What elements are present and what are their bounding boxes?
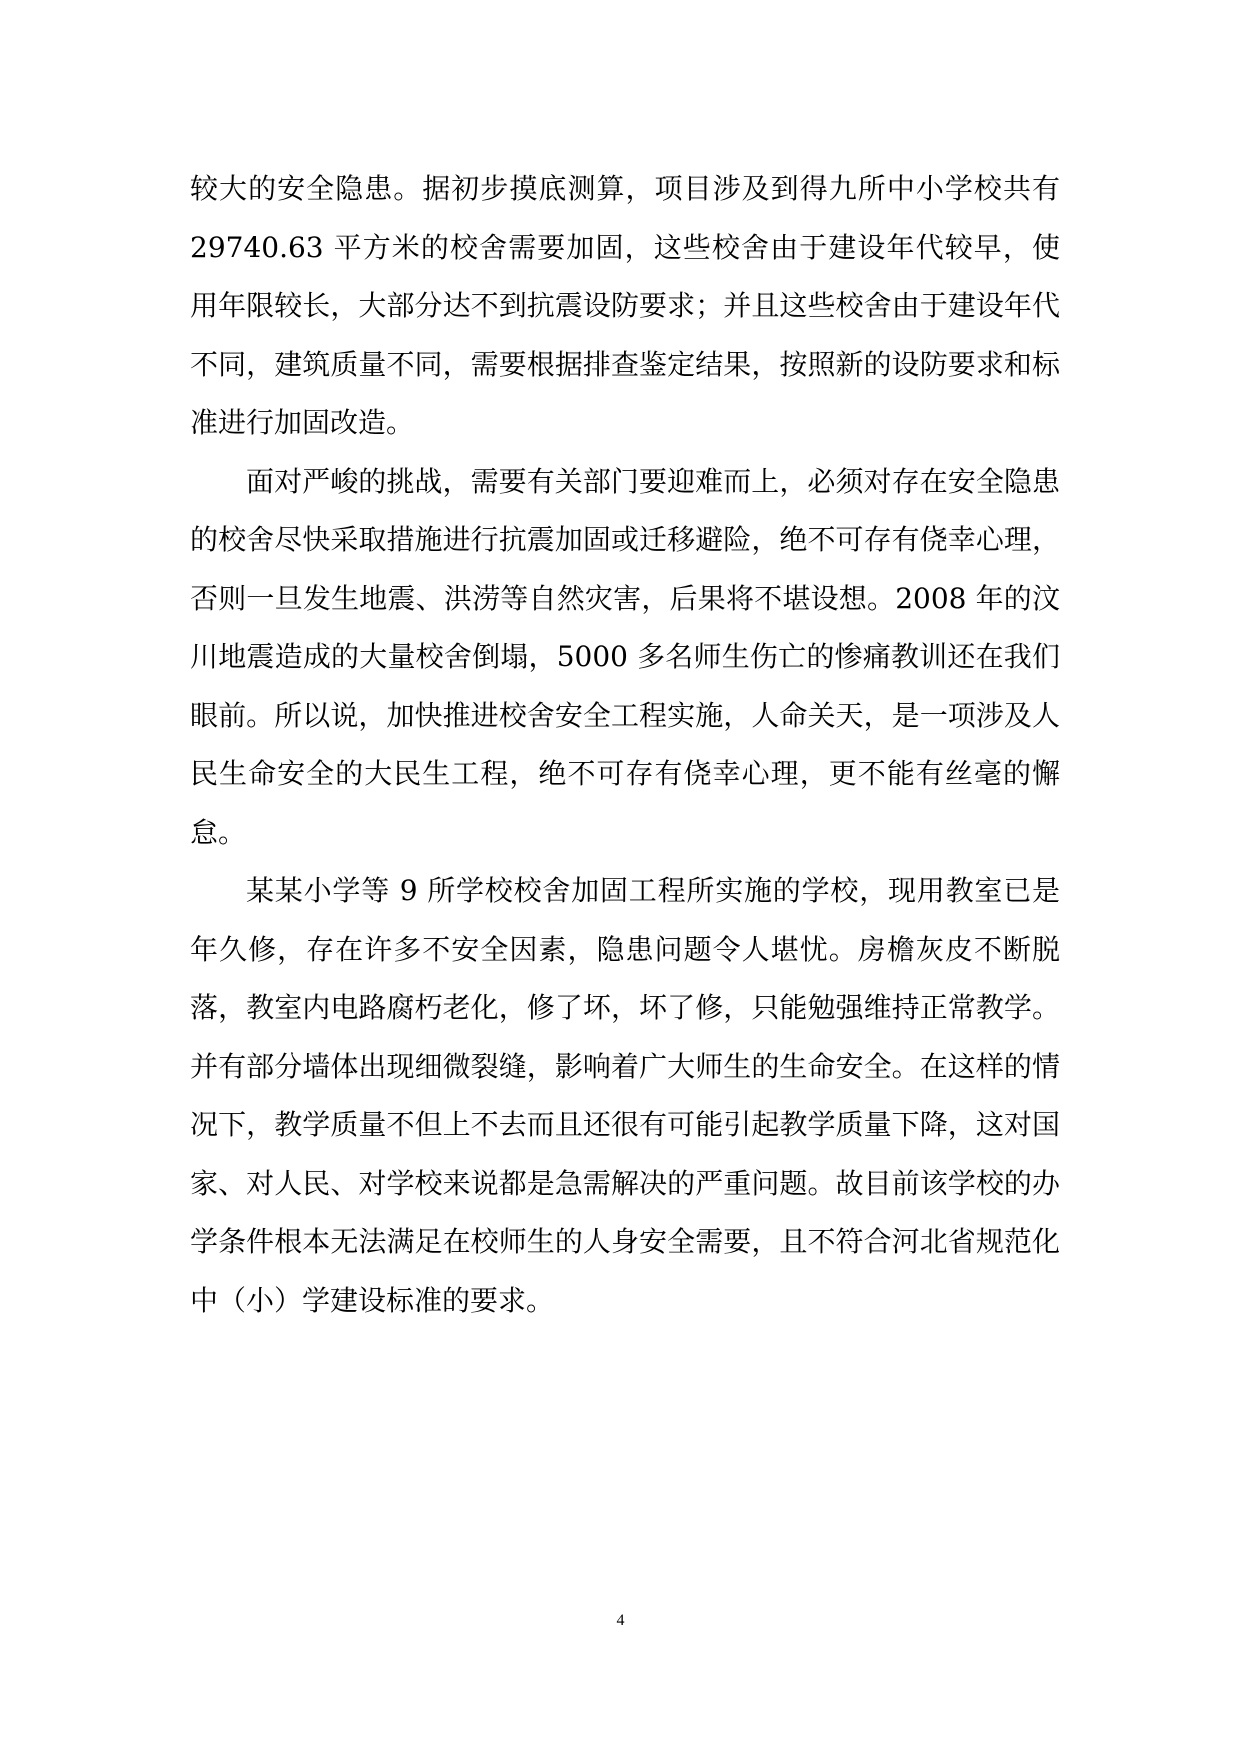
paragraph-school-conditions: 某某小学等 9 所学校校舍加固工程所实施的学校，现用教室已是年久修，存在许多不安全因素，隐患问题令人堪忧。房檐灰皮不断脱落，教室内电路腐朽老化，修了坏，坏了修，只能勉强维持正常教学。并有部分墙体出现细微裂缝，影响着广大师生的生命安全。在这样的情况下，教学质量不但上不去而且还很有可能引起教学质量下降，这对国家、对人民、对学校来说都是急需解决的严重问题。故目前该学校的办学条件根本无法满足在校师生的人身安全需要，且不符合河北省规范化中（小）学建设标准的要求。 (190, 874, 1060, 1317)
page-number: 4 (616, 1612, 625, 1629)
paragraph-challenge: 面对严峻的挑战，需要有关部门要迎难而上，必须对存在安全隐患的校舍尽快采取措施进行抗震加固或迁移避险，绝不可存有侥幸心理，否则一旦发生地震、洪涝等自然灾害，后果将不堪设想。2008 年的汶川地震造成的大量校舍倒塌，5000 多名师生伤亡的惨痛教训还在我们眼前。所以说，加快推进校舍安全工程实施，人命关天，是一项涉及人民生命安全的大民生工程，绝不可存有侥幸心理，更不能有丝毫的懈怠。 (190, 464, 1060, 849)
paragraph-continued: 较大的安全隐患。据初步摸底测算，项目涉及到得九所中小学校共有 29740.63 平方米的校舍需要加固，这些校舍由于建设年代较早，使用年限较长，大部分达不到抗震设防要求；并且这些校舍由于建设年代不同，建筑质量不同，需要根据排查鉴定结果，按照新的设防要求和标准进行加固改造。 (190, 172, 1060, 439)
document-body (190, 160, 1060, 1330)
